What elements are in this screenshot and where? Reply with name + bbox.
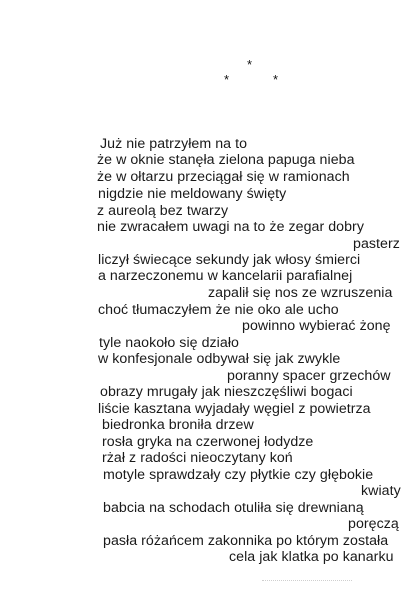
poem-line: a narzeczonemu w kancelarii parafialnej	[98, 268, 353, 284]
poem-line: poręczą	[348, 516, 399, 532]
poem-line: w konfesjonale odbywał się jak zwykle	[98, 351, 341, 367]
poem-line: zapalił się nos ze wzruszenia	[208, 285, 393, 301]
poem-line: choć tłumaczyłem że nie oko ale ucho	[98, 302, 339, 318]
poem-line: obrazy mrugały jak nieszczęśliwi bogaci	[100, 384, 353, 400]
poem-line: liście kasztana wyjadały węgiel z powietrza	[98, 401, 371, 417]
poem-line: babcia na schodach otuliła się drewnianą	[103, 500, 364, 516]
poem-line: tyle naokoło się działo	[99, 335, 239, 351]
poem-line: powinno wybierać żonę	[242, 318, 391, 334]
poem-line: pasterz	[353, 236, 400, 252]
section-ornament	[0, 0, 416, 100]
poem-line: nigdzie nie meldowany święty	[98, 186, 287, 202]
poem-line: rżał z radości nieoczytany koń	[102, 450, 293, 466]
poem-line: że w oknie stanęła zielona papuga nieba	[97, 152, 355, 168]
asterisk: *	[224, 72, 230, 87]
poem-line: poranny spacer grzechów	[227, 368, 391, 384]
poem-line: że w ołtarzu przeciągał się w ramionach	[97, 169, 350, 185]
poem-line: z aureolą bez twarzy	[97, 203, 229, 219]
asterisk: *	[273, 72, 279, 87]
poem-line: Już nie patrzyłem na to	[100, 136, 248, 152]
scan-speck	[262, 580, 352, 583]
poem-line: nie zwracałem uwagi na to że zegar dobry	[97, 219, 364, 235]
poem-line: pasła różańcem zakonnika po którym została	[103, 533, 389, 549]
asterisk: *	[247, 57, 253, 72]
poem-line: kwiaty	[361, 483, 401, 499]
poem-line: cela jak klatka po kanarku	[229, 549, 394, 565]
poem-line: biedronka broniła drzew	[102, 417, 254, 433]
poem-line: rosła gryka na czerwonej łodydze	[102, 434, 314, 450]
poem-line: liczył świecące sekundy jak włosy śmierci	[98, 252, 361, 268]
poem-line: motyle sprawdzały czy płytkie czy głębokie	[103, 467, 374, 483]
